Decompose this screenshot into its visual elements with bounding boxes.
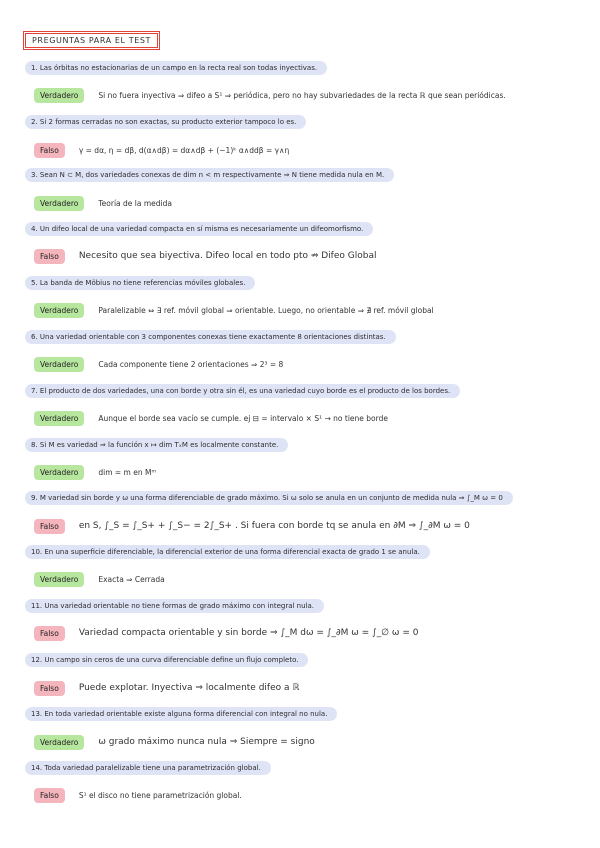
answer-text: Cada componente tiene 2 orientaciones ⇒ 2³ = 8 — [98, 359, 284, 369]
answer-row-6 — [34, 356, 283, 372]
answer-row-2 — [34, 142, 289, 158]
question-1: 1. Las órbitas no estacionarias de un campo en la recta real son todas inyectivas. — [25, 61, 327, 75]
answer-row-1 — [34, 87, 506, 103]
verdict-badge: Verdadero — [34, 303, 84, 318]
verdict-badge: Falso — [34, 788, 65, 803]
answer-row-11 — [34, 625, 418, 641]
answer-row-7 — [34, 410, 388, 426]
verdict-badge: Falso — [34, 249, 65, 264]
answer-text: Teoría de la medida — [98, 198, 172, 208]
answer-text: Aunque el borde sea vacío se cumple. ej ⊟ = intervalo × S¹ → no tiene borde — [98, 413, 388, 423]
question-4: 4. Un difeo local de una variedad compacta en sí misma es necesariamente un difeomorfismo. — [25, 222, 373, 236]
question-13: 13. En toda variedad orientable existe alguna forma diferencial con integral no nula. — [25, 707, 337, 721]
answer-text: Variedad compacta orientable y sin borde ⇒ ∫_M dω = ∫_∂M ω = ∫_∅ ω = 0 — [78, 628, 419, 638]
question-12: 12. Un campo sin ceros de una curva diferenciable define un flujo completo. — [25, 653, 308, 667]
verdict-badge: Verdadero — [34, 196, 84, 211]
answer-text: dim = m en Mᵐ — [98, 467, 157, 477]
answer-row-10 — [34, 571, 165, 587]
answer-row-12 — [34, 680, 300, 696]
question-10: 10. En una superficie diferenciable, la diferencial exterior de una forma diferencial exacta de grado 1 se anula. — [25, 545, 430, 559]
verdict-badge: Falso — [34, 143, 65, 158]
verdict-badge: Verdadero — [34, 411, 84, 426]
answer-row-9 — [34, 518, 470, 534]
question-3: 3. Sean N ⊂ M, dos variedades conexas de dim n < m respectivamente ⇒ N tiene medida nula en M. — [25, 168, 394, 182]
page-title: PREGUNTAS PARA EL TEST — [25, 33, 158, 48]
verdict-badge: Verdadero — [34, 88, 84, 103]
answer-text: Puede explotar. Inyectiva ⇒ localmente difeo a ℝ — [78, 683, 300, 693]
verdict-badge: Falso — [34, 626, 65, 641]
question-14: 14. Toda variedad paralelizable tiene una parametrización global. — [25, 761, 271, 775]
answer-row-8 — [34, 464, 156, 480]
answer-text: Exacta ⇒ Cerrada — [98, 574, 165, 584]
answer-row-14 — [34, 787, 242, 803]
question-11: 11. Una variedad orientable no tiene formas de grado máximo con integral nula. — [25, 599, 324, 613]
verdict-badge: Falso — [34, 519, 65, 534]
question-5: 5. La banda de Möbius no tiene referencias móviles globales. — [25, 276, 255, 290]
answer-row-4 — [34, 248, 376, 264]
question-2: 2. Si 2 formas cerradas no son exactas, su producto exterior tampoco lo es. — [25, 115, 306, 129]
answer-text: S¹ el disco no tiene parametrización global. — [78, 790, 242, 800]
verdict-badge: Verdadero — [34, 357, 84, 372]
answer-text: Si no fuera inyectiva ⇒ difeo a S¹ ⇒ periódica, pero no hay subvariedades de la recta ℝ que sean periódicas. — [98, 90, 506, 100]
answer-text: γ = dα, η = dβ, d(α∧dβ) = dα∧dβ + (−1)ᵏ α∧ddβ = γ∧η — [78, 145, 290, 155]
question-6: 6. Una variedad orientable con 3 componentes conexas tiene exactamente 8 orientaciones distintas. — [25, 330, 396, 344]
answer-text: ω grado máximo nunca nula ⇒ Siempre = signo — [98, 737, 315, 747]
verdict-badge: Verdadero — [34, 572, 84, 587]
answer-text: Paralelizable ⇔ ∃ ref. móvil global ⇒ orientable. Luego, no orientable ⇒ ∄ ref. móvil global — [98, 305, 434, 315]
answer-text: Necesito que sea biyectiva. Difeo local en todo pto ⇏ Difeo Global — [78, 251, 377, 261]
verdict-badge: Falso — [34, 681, 65, 696]
question-7: 7. El producto de dos variedades, una con borde y otra sin él, es una variedad cuyo borde es el producto de los bordes. — [25, 384, 460, 398]
verdict-badge: Verdadero — [34, 735, 84, 750]
answer-row-3 — [34, 195, 172, 211]
question-9: 9. M variedad sin borde y ω una forma diferenciable de grado máximo. Si ω solo se anula en un conjunto de medida nula ⇒ ∫_M ω = 0 — [25, 491, 513, 505]
answer-row-13 — [34, 734, 315, 750]
verdict-badge: Verdadero — [34, 465, 84, 480]
question-8: 8. Si M es variedad ⇒ la función x ↦ dim TₓM es localmente constante. — [25, 438, 288, 452]
answer-text: en S, ∫_S = ∫_S+ + ∫_S− = 2∫_S+ . Si fuera con borde tq se anula en ∂M ⇒ ∫_∂M ω = 0 — [78, 521, 470, 531]
answer-row-5 — [34, 302, 434, 318]
